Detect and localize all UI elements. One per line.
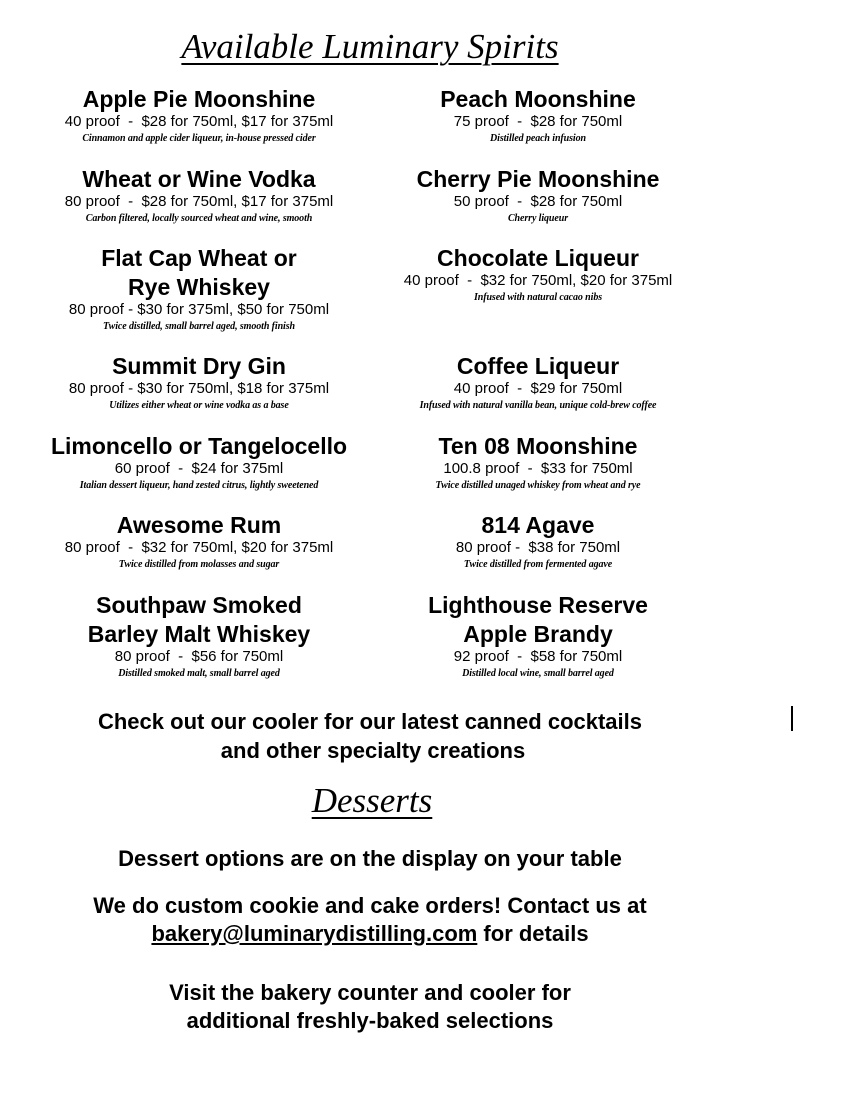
spirit-name: Apple Pie Moonshine (82, 86, 316, 112)
spirit-item (19, 432, 379, 493)
spirit-description: Cherry liqueur (507, 213, 568, 224)
spirit-description: Distilled peach infusion (490, 133, 586, 144)
spirit-description: Distilled smoked malt, small barrel aged (118, 668, 280, 679)
visit-bakery-line2: additional freshly-baked selections (186, 1008, 554, 1033)
bakery-email-link[interactable]: bakery@luminarydistilling.com (151, 921, 478, 946)
spirit-proof-price: 60 proof - $24 for 375ml (114, 460, 284, 477)
cooler-note-line1: Check out our cooler for our latest canned cocktails (97, 709, 643, 734)
spirit-item (358, 244, 718, 305)
spirit-description: Infused with natural cacao nibs (473, 292, 603, 303)
cooler-note-line2: and other specialty creations (220, 738, 526, 763)
spirit-item (358, 432, 718, 493)
spirit-description: Twice distilled unaged whiskey from wheat and rye (435, 480, 641, 491)
spirit-item (19, 165, 379, 226)
spirit-proof-price: 80 proof - $28 for 750ml, $17 for 375ml (64, 193, 334, 210)
spirit-name: Chocolate Liqueur (437, 245, 639, 271)
spirit-item (19, 244, 379, 334)
text-cursor (791, 706, 793, 731)
spirit-name: Lighthouse Reserve Apple Brandy (428, 592, 648, 647)
dessert-display-note: Dessert options are on the display on your table (118, 846, 622, 871)
spirit-description: Twice distilled from molasses and sugar (118, 559, 280, 570)
spirit-name: Ten 08 Moonshine (438, 433, 638, 459)
spirit-proof-price: 80 proof - $38 for 750ml (455, 539, 621, 556)
spirit-name: Limoncello or Tangelocello (50, 433, 348, 459)
spirit-item (358, 165, 718, 226)
spirit-proof-price: 80 proof - $56 for 750ml (114, 648, 284, 665)
spirit-proof-price: 75 proof - $28 for 750ml (453, 113, 623, 130)
spirit-description: Utilizes either wheat or wine vodka as a base (109, 400, 289, 411)
spirit-name: Wheat or Wine Vodka (82, 166, 316, 192)
spirit-name: 814 Agave (481, 512, 595, 538)
spirit-item (358, 591, 718, 681)
spirit-item (358, 511, 718, 572)
visit-bakery-line1: Visit the bakery counter and cooler for (169, 980, 571, 1005)
spirit-proof-price: 80 proof - $30 for 750ml, $18 for 375ml (68, 380, 330, 397)
spirit-item (358, 85, 718, 146)
spirit-item (358, 352, 718, 413)
spirit-name: Cherry Pie Moonshine (416, 166, 660, 192)
spirit-name: Coffee Liqueur (456, 353, 620, 379)
spirit-proof-price: 40 proof - $29 for 750ml (453, 380, 623, 397)
spirit-name: Awesome Rum (116, 512, 282, 538)
spirit-proof-price: 80 proof - $30 for 375ml, $50 for 750ml (68, 301, 330, 318)
spirit-proof-price: 92 proof - $58 for 750ml (453, 648, 623, 665)
spirit-proof-price: 100.8 proof - $33 for 750ml (443, 460, 633, 477)
custom-orders-note: We do custom cookie and cake orders! Contact us at (93, 893, 647, 918)
spirit-item (19, 591, 379, 681)
spirit-proof-price: 40 proof - $28 for 750ml, $17 for 375ml (64, 113, 334, 130)
custom-orders-contact (0, 919, 740, 948)
spirit-description: Twice distilled, small barrel aged, smooth finish (103, 321, 295, 332)
spirit-description: Cinnamon and apple cider liqueur, in-house pressed cider (82, 133, 316, 144)
page-title: Available Luminary Spirits (181, 27, 559, 66)
desserts-title: Desserts (311, 781, 433, 820)
spirit-item (19, 85, 379, 146)
spirit-description: Distilled local wine, small barrel aged (462, 668, 614, 679)
spirit-proof-price: 40 proof - $32 for 750ml, $20 for 375ml (403, 272, 673, 289)
spirit-description: Infused with natural vanilla bean, unique cold-brew coffee (419, 400, 657, 411)
spirit-item (19, 511, 379, 572)
spirit-name: Summit Dry Gin (112, 353, 286, 379)
custom-orders-end: for details (477, 921, 589, 946)
spirit-name: Flat Cap Wheat or Rye Whiskey (101, 245, 297, 300)
spirit-name: Southpaw Smoked Barley Malt Whiskey (87, 592, 311, 647)
spirit-proof-price: 80 proof - $32 for 750ml, $20 for 375ml (64, 539, 334, 556)
spirit-description: Carbon filtered, locally sourced wheat and wine, smooth (85, 213, 313, 224)
spirit-proof-price: 50 proof - $28 for 750ml (453, 193, 623, 210)
spirit-item (19, 352, 379, 413)
spirit-name: Peach Moonshine (440, 86, 636, 112)
spirit-description: Italian dessert liqueur, hand zested citrus, lightly sweetened (79, 480, 319, 491)
spirit-description: Twice distilled from fermented agave (463, 559, 613, 570)
